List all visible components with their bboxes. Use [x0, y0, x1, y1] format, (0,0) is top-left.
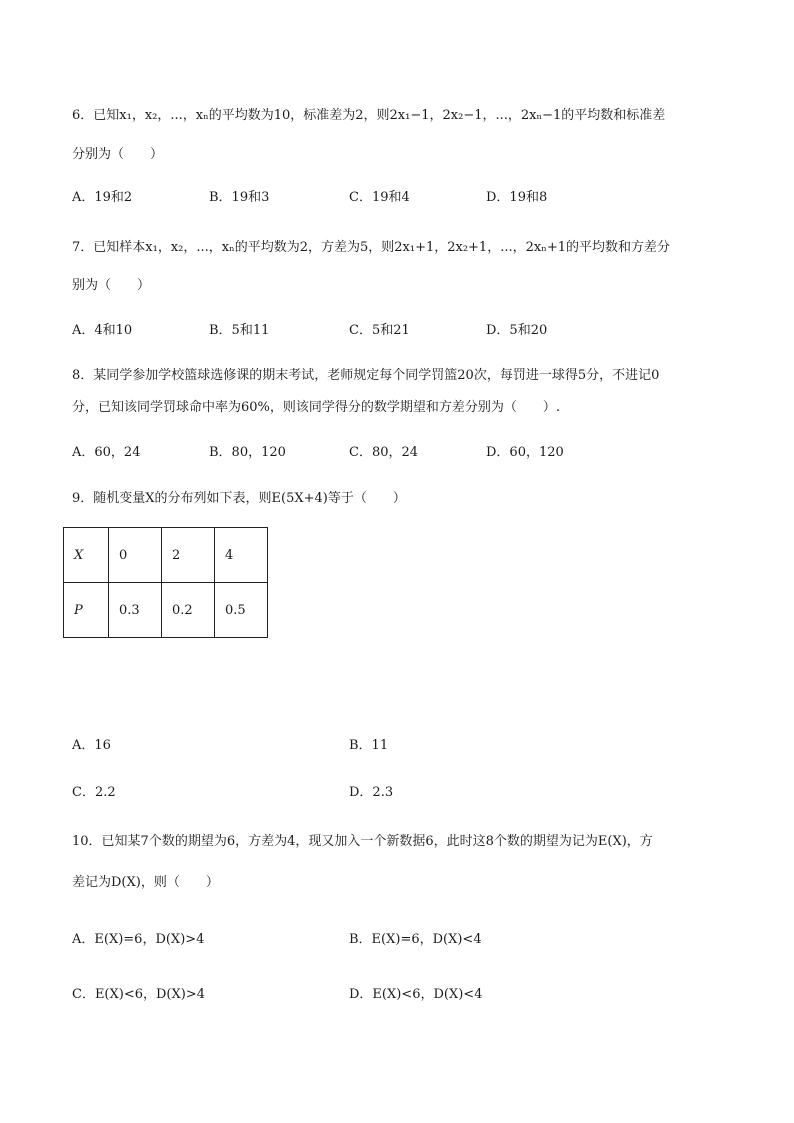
table-cell: 0.3: [109, 583, 162, 638]
q7-option-d: D．5和20: [486, 323, 548, 338]
q10-option-b: B．E(X)=6，D(X)<4: [349, 932, 482, 947]
q6-stem-line1: 6．已知x₁，x₂，...，xₙ的平均数为10，标准差为2，则2x₁−1，2x₂−1，...，2xₙ−1的平均数和标准差: [72, 108, 666, 123]
q9-option-d: D．2.3: [349, 785, 394, 800]
q10-stem-line1: 10．已知某7个数的期望为6，方差为4，现又加入一个新数据6，此时这8个数的期望为记为E(X)，方: [72, 834, 653, 849]
q10-option-c: C．E(X)<6，D(X)>4: [72, 987, 205, 1002]
q6-stem-line2: 分别为（ ）: [72, 147, 164, 162]
q7-option-b: B．5和11: [209, 323, 270, 338]
q7-stem-line2: 别为（ ）: [72, 278, 151, 293]
table-cell: 0.5: [215, 583, 268, 638]
table-cell: 2: [162, 528, 215, 583]
q6-option-d: D．19和8: [486, 190, 548, 205]
q9-stem: 9．随机变量X的分布列如下表，则E(5X+4)等于（ ）: [72, 491, 406, 506]
q6-option-b: B．19和3: [209, 190, 270, 205]
table-cell: 0: [109, 528, 162, 583]
table-cell: 0.2: [162, 583, 215, 638]
q6-option-c: C．19和4: [349, 190, 410, 205]
q7-stem-line1: 7．已知样本x₁，x₂，...，xₙ的平均数为2，方差为5，则2x₁+1，2x₂+1，...，2xₙ+1的平均数和方差分: [72, 240, 670, 255]
q8-option-a: A．60，24: [72, 445, 141, 460]
table-cell: P: [64, 583, 109, 638]
q6-option-a: A．19和2: [72, 190, 133, 205]
q8-option-d: D．60，120: [486, 445, 564, 460]
q8-option-c: C．80，24: [349, 445, 419, 460]
q10-option-d: D．E(X)<6，D(X)<4: [349, 987, 483, 1002]
q8-stem-line2: 分，已知该同学罚球命中率为60%，则该同学得分的数学期望和方差分别为（ ）.: [72, 400, 561, 415]
table-row: [64, 583, 268, 638]
table-cell: X: [64, 528, 109, 583]
q7-option-c: C．5和21: [349, 323, 410, 338]
q9-option-c: C．2.2: [72, 785, 116, 800]
q9-option-a: A．16: [72, 738, 111, 753]
q10-option-a: A．E(X)=6，D(X)>4: [72, 932, 205, 947]
table-cell: 4: [215, 528, 268, 583]
q8-option-b: B．80，120: [209, 445, 286, 460]
q9-option-b: B．11: [349, 738, 389, 753]
q9-distribution-table: [63, 527, 268, 638]
table-row: [64, 528, 268, 583]
q8-stem-line1: 8．某同学参加学校篮球选修课的期末考试，老师规定每个同学罚篮20次，每罚进一球得5分，不进记0: [72, 368, 660, 383]
q10-stem-line2: 差记为D(X)，则（ ）: [72, 875, 219, 890]
q7-option-a: A．4和10: [72, 323, 133, 338]
